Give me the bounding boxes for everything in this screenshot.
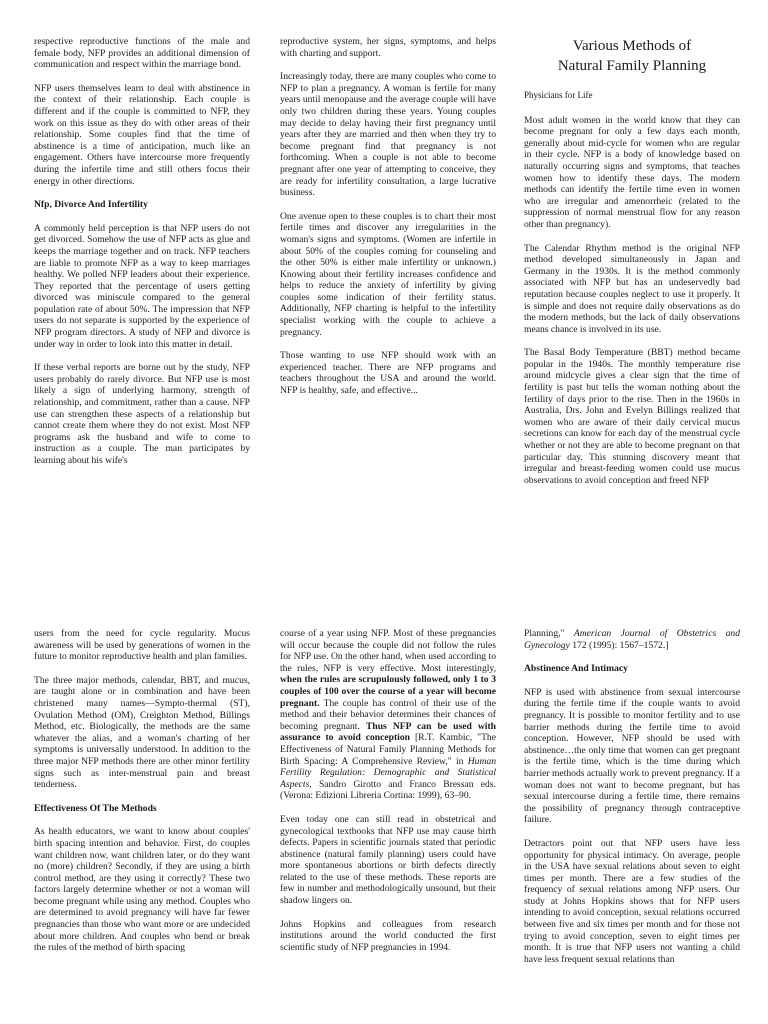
paragraph: The Basal Body Temperature (BBT) method became popular in the 1940s. The monthly temperature rise around midcycle gives a clear sign that the time of fertility is past but tells the woman nothing about the fertility of days prior to the rise. Then in the 1960s in Australia, Drs. John and Evelyn Billings realized that women who are aware of their daily cervical mucus secretions can know for each day of the menstrual cycle whether or not they are able to become pregnant on that particular day. This stunning discovery meant that irregular and breast-feeding women could use mucus observations to avoid conception and freed NFP bbox=[524, 347, 740, 486]
paragraph: users from the need for cycle regularity. Mucus awareness will be used by generations of women in the future to monitor reproductive health and plan families. bbox=[34, 628, 250, 663]
paragraph: If these verbal reports are borne out by the study, NFP users probably do rarely divorce. But NFP use is most likely a sign of underlying harmony, strength of relationship, and commitment, rather than a cause. NFP use can strengthen these aspects of a relationship but cannot create them where they do not exist. Most NFP programs ask the husband and wife to come to instruction as a couple. The man participates by learning about his wife's bbox=[34, 362, 250, 466]
paragraph: As health educators, we want to know about couples' birth spacing intention and behavior. First, do couples want children now, want children later, or do they want no (more) children? Secondly, if they are using a birth control method, are they using it correctly? These two factors largely determine whether or not a woman will become pregnant while using any method. Couples who are determined to avoid pregnancy will have far fewer pregnancies than those who want more or are undecided about more children. And couples who bend or break the rules of the method of birth spacing bbox=[34, 826, 250, 954]
section-heading: Nfp, Divorce And Infertility bbox=[34, 199, 148, 211]
paragraph: One avenue open to these couples is to chart their most fertile times and discover any irregularities in the woman's signs and symptoms. (Women are infertile in about 50% of the couples coming for counseling and the other 50% is either male infertility or unknown.) Knowing about their fertility increases confidence and helps to reduce the anxiety of infertility by giving couples some indication of their fertility status. Additionally, NFP charting is helpful to the infertility specialist working with the couple to achieve a pregnancy. bbox=[280, 210, 496, 338]
paragraph: The three major methods, calendar, BBT, and mucus, are taught alone or in combination and have been christened many names—Sympto-thermal (ST), Ovulation Method (OM), Creighton Method, Billings Method, etc. Biologically, the methods are the same whatever the alias, and a woman's charting of her symptoms is universally understood. In addition to the three major NFP methods there are other minor fertility signs such as inter-menstrual pain and breast tenderness. bbox=[34, 674, 250, 791]
section-heading: Abstinence And Intimacy bbox=[524, 663, 628, 675]
paragraph: A commonly held perception is that NFP users do not get divorced. Somehow the use of NFP acts as glue and keeps the marriage together and on track. NFP teachers are liable to promote NFP as a way to keep marriages healthy. We polled NFP leaders about their experience. They reported that the percentage of users getting divorced was miniscule compared to the general population rate of about 50%. The impression that NFP users do not separate is supported by the experience of NFP program directors. A study of NFP and divorce is under way in order to look into this matter in detail. bbox=[34, 222, 250, 350]
text-run: The couple has control of their use of the method and their behavior determines their chances of becoming pregnant. bbox=[280, 697, 496, 732]
citation-title: American Journal of Obstetrics and Gynecology bbox=[524, 628, 740, 651]
title-line-2: Natural Family Planning bbox=[557, 58, 707, 74]
bottom-column-3 bbox=[524, 628, 740, 1024]
paragraph: NFP is used with abstinence from sexual intercourse during the fertile time if the couple wants to avoid pregnancy. It is possible to monitor fertility and to use barrier methods during the fertile time to avoid conception. However, NFP should be used with abstinence…the only time that women can get pregnant is the fertile time, which is the time during which barrier methods actually work to prevent pregnancy. If a woman does not want to become pregnant, but has sexual intercourse during a fertile time, there remains the possibility of pregnancy through contraceptive failure. bbox=[524, 686, 740, 826]
top-column-2 bbox=[280, 36, 496, 556]
article-title bbox=[524, 36, 740, 76]
bottom-column-2 bbox=[280, 628, 496, 1024]
paragraph: Even today one can still read in obstetrical and gynecological textbooks that NFP use may cause birth defects. Papers in scientific journals stated that periodic abstinence (natural family planning) users could have more spontaneous abortions or birth defects directly related to the use of these methods. These reports are few in number and methodologically unsound, but their shadow lingers on. bbox=[280, 813, 496, 907]
paragraph: Most adult women in the world know that they can become pregnant for only a few days each month, generally about mid-cycle for women who are regular in their cycle. NFP is a body of knowledge based on naturally occurring signs and symptoms, that teaches women how to identify these days. The modern methods can identify the fertile time even in women who are irregular and amenorrheic (related to the suppression of normal menstrual flow for any reason other than pregnancy). bbox=[524, 114, 740, 230]
paragraph bbox=[524, 628, 740, 651]
bold-text-run: Thus NFP can be used with assurance to avoid conception bbox=[280, 720, 496, 744]
bottom-column-1 bbox=[34, 628, 250, 1024]
citation-title: Human Fertility Regulation: Demographic and Statistical Aspects, bbox=[280, 755, 496, 790]
text-run: Planning," bbox=[524, 628, 565, 639]
byline: Physicians for Life bbox=[524, 90, 593, 100]
text-run: [R.T. Kambic, "The Effectiveness of Natural Family Planning Methods for Birth Spacing: A Comprehensive Review," in bbox=[280, 732, 496, 767]
bold-text-run: when the rules are scrupulously followed, only 1 to 3 couples of 100 over the course of a year will become pregnant. bbox=[280, 674, 496, 709]
section-heading: Effectiveness Of The Methods bbox=[34, 802, 157, 814]
paragraph bbox=[280, 628, 496, 802]
top-column-3 bbox=[524, 36, 740, 556]
paragraph: reproductive system, her signs, symptoms, and helps with charting and support. bbox=[280, 36, 496, 59]
paragraph: Those wanting to use NFP should work with an experienced teacher. There are NFP programs and teachers throughout the USA and around the world. NFP is healthy, safe, and effective... bbox=[280, 350, 496, 397]
paragraph: Detractors point out that NFP users have less opportunity for physical intimacy. On average, people in the USA have sexual relations about seven to eight times per month. There are a few studies of the frequency of sexual relations among NFP users. Our study at Johns Hopkins shows that for NFP users intending to avoid conception, sexual relations occurred between five and six times per month and for those not trying to avoid conception, seven to eight times per month. It is true that NFP users not wanting a child have less frequent sexual relations than bbox=[524, 837, 740, 965]
paragraph: Increasingly today, there are many couples who come to NFP to plan a pregnancy. A woman is fertile for many years until menopause and the average couple will have only two children during these years. Young couples may decide to delay having their first pregnancy until years after they are married and then when they try to become pregnant find that pregnancy is not forthcoming. When a couple is not able to become pregnant after one year of attempting to conceive, they are ready for infertility consultation, a large lucrative business. bbox=[280, 71, 496, 199]
paragraph: The Calendar Rhythm method is the original NFP method developed simultaneously in Japan and Germany in the 1930s. It is the method commonly associated with NFP but has an undeservedly bad reputation because couples neglect to use it properly. It is simple and does not require daily observations as do the modern methods, but the lack of daily observations means chance is involved in its use. bbox=[524, 242, 740, 335]
top-column-1 bbox=[34, 36, 250, 556]
text-run: 172 (1995): 1567–1572.] bbox=[572, 639, 669, 651]
paragraph: respective reproductive functions of the male and female body, NFP provides an additional dimension of communication and respect within the marriage bond. bbox=[34, 36, 250, 71]
paragraph: NFP users themselves learn to deal with abstinence in the context of their relationship. Each couple is different and if the couple is committed to NFP, they work on this issue as they do with other areas of their relationship. Some couples find that the time of abstinence is a time of anticipation, much like an engagement. Others have intercourse more frequently during the infertile time and still others focus their energy in other directions. bbox=[34, 82, 250, 187]
text-run: Sandro Girotto and Franco Bressan eds. (Verona: Edizioni Libreria Cortina: 1999), 63–90. bbox=[280, 778, 496, 802]
paragraph: Johns Hopkins and colleagues from research institutions around the world conducted the first scientific study of NFP pregnancies in 1994. bbox=[280, 918, 496, 953]
title-line-1: Various Methods of bbox=[572, 38, 692, 54]
text-run: course of a year using NFP. Most of these pregnancies will occur because the couple did not follow the rules for NFP use. On the other hand, when used according to the rules, NFP is very effective. Most interestingly, bbox=[280, 628, 496, 674]
